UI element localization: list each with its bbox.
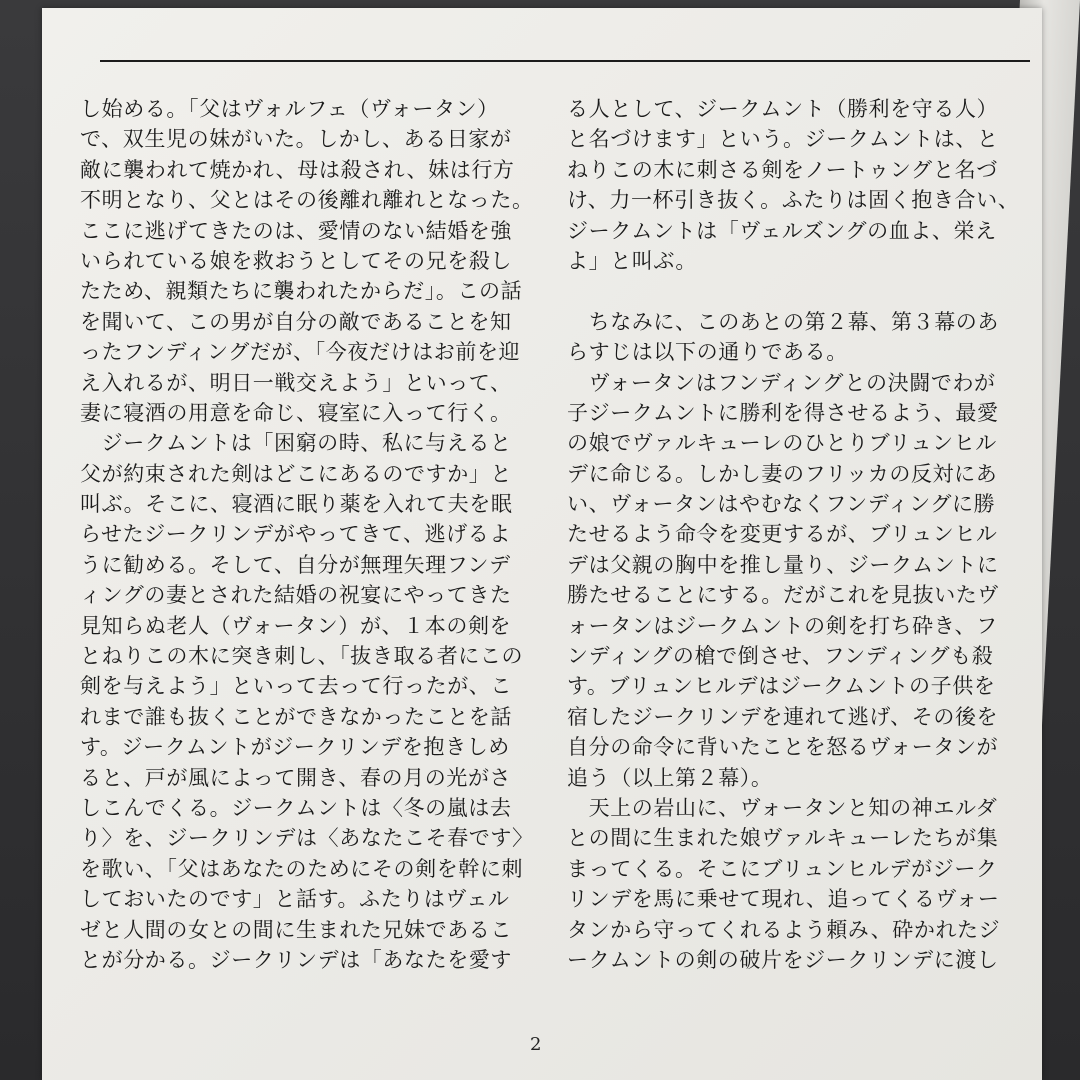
text-line: ジークムントは「困窮の時、私に与えると [80, 431, 512, 456]
text-line: たため、親類たちに襲われたからだ」。この話 [80, 279, 523, 304]
text-line: たせるよう命令を変更するが、ブリュンヒル [567, 522, 998, 547]
text-line: 自分の命令に背いたことを怒るヴォータンが [567, 735, 999, 760]
text-line: ンディングの槍で倒させ、フンディングも殺 [567, 644, 994, 669]
text-line: す。ブリュンヒルデはジークムントの子供を [567, 674, 996, 699]
text-line: す。ジークムントがジークリンデを抱きしめ [80, 735, 510, 760]
text-line: 父が約束された剣はどこにあるのですか」と [80, 461, 512, 486]
text-line: 子ジークムントに勝利を得させるよう、最愛 [567, 400, 999, 425]
text-line: 叫ぶ。そこに、寝酒に眠り薬を入れて夫を眠 [80, 492, 513, 517]
text-line: け、力一杯引き抜く。ふたりは固く抱き合い、 [567, 188, 1020, 213]
text-line: れまで誰も抜くことができなかったことを話 [80, 704, 512, 729]
text-line: 天上の岩山に、ヴォータンと知の神エルダ [567, 795, 998, 820]
header-rule [100, 60, 1030, 62]
text-line: とねりこの木に突き刺し、「抜き取る者にこの [80, 644, 524, 669]
text-line: デは父親の胸中を推し量り、ジークムントに [567, 552, 999, 577]
text-line: 見知らぬ老人（ヴォータン）が、１本の剣を [80, 613, 512, 638]
text-line: デに命じる。しかし妻のフリッカの反対にあ [567, 461, 998, 486]
text-line: ると、戸が風によって開き、春の月の光がさ [80, 765, 512, 790]
text-line: で、双生児の妹がいた。しかし、ある日家が [80, 127, 512, 152]
text-line: 敵に襲われて焼かれ、母は殺され、妹は行方 [80, 157, 515, 182]
text-line: え入れるが、明日一戦交えよう」といって、 [80, 370, 512, 395]
text-line: との間に生まれた娘ヴァルキューレたちが集 [567, 826, 999, 851]
text-line: うに勧める。そして、自分が無理矢理フンデ [80, 552, 511, 577]
text-line: ちなみに、このあとの第２幕、第３幕のあ [567, 309, 999, 334]
text-line: ったフンディングだが、「今夜だけはお前を迎 [80, 340, 521, 365]
text-line: ークムントの剣の破片をジークリンデに渡し [567, 947, 999, 972]
text-line: と名づけます」という。ジークムントは、と [567, 127, 999, 152]
paragraph-gap [567, 276, 1017, 306]
text-line: タンから守ってくれるよう頼み、砕かれたジ [567, 917, 1001, 942]
left-text-column [80, 94, 534, 975]
text-line: 妻に寝酒の用意を命じ、寝室に入って行く。 [80, 400, 512, 425]
text-line: ヴォータンはフンディングとの決闘でわが [567, 370, 996, 395]
text-line: り〉を、ジークリンデは〈あなたこそ春です〉 [80, 826, 534, 851]
text-line: る人として、ジークムント（勝利を守る人） [567, 97, 999, 121]
text-line: とが分かる。ジークリンデは「あなたを愛す [80, 947, 512, 972]
text-line: ねりこの木に刺さる剣をノートゥングと名づ [567, 157, 998, 182]
text-line: 宿したジークリンデを連れて逃げ、その後を [567, 704, 999, 729]
text-line: 剣を与えよう」といって去って行ったが、こ [80, 674, 512, 699]
text-line: を聞いて、この男が自分の敵であることを知 [80, 309, 512, 334]
text-line: し始める。「父はヴォルフェ（ヴォータン） [80, 97, 499, 121]
text-line: らすじは以下の通りである。 [567, 340, 848, 365]
text-line: いられている娘を救おうとしてその兄を殺し [80, 248, 512, 273]
text-line: 追う（以上第２幕）。 [567, 765, 773, 790]
text-line: ジークムントは「ヴェルズングの血よ、栄え [567, 218, 997, 243]
text-line: の娘でヴァルキューレのひとりブリュンヒル [567, 431, 997, 456]
text-line: ゼと人間の女との間に生まれた兄妹であるこ [80, 917, 512, 942]
text-line: しこんでくる。ジークムントは〈冬の嵐は去 [80, 795, 512, 820]
page-number: 2 [530, 1034, 542, 1055]
text-line: らせたジークリンデがやってきて、逃げるよ [80, 522, 511, 547]
text-line: しておいたのです」と話す。ふたりはヴェル [80, 887, 510, 912]
text-line: を歌い、「父はあなたのためにその剣を幹に刺 [80, 856, 524, 881]
text-line: ォータンはジークムントの剣を打ち砕き、フ [567, 613, 998, 638]
text-line: い、ヴォータンはやむなくフンディングに勝 [567, 492, 996, 517]
booklet-page [42, 8, 1042, 1080]
text-line: 勝たせることにする。だがこれを見抜いたヴ [567, 583, 999, 608]
text-line: よ」と叫ぶ。 [567, 248, 698, 273]
right-text-column [567, 94, 1020, 975]
text-line: 不明となり、父とはその後離れ離れとなった。 [80, 188, 534, 213]
text-line: リンデを馬に乗せて現れ、追ってくるヴォー [567, 887, 1000, 912]
text-line: ここに逃げてきたのは、愛情のない結婚を強 [80, 218, 512, 243]
text-line: ィングの妻とされた結婚の祝宴にやってきた [80, 583, 512, 608]
text-line: まってくる。そこにブリュンヒルデがジーク [567, 856, 998, 881]
